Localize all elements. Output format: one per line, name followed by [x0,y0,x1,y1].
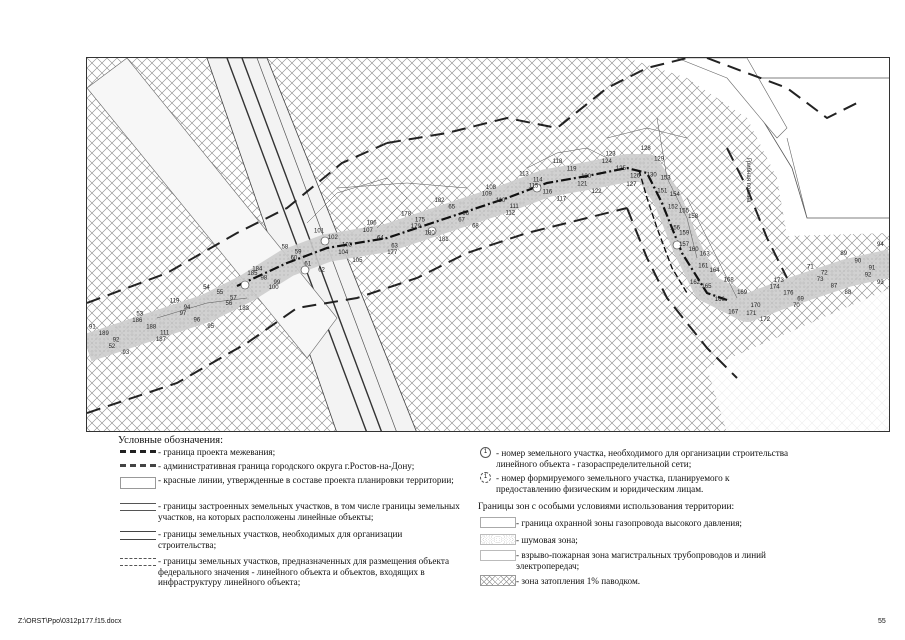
legend-title: Условные обозначения: [118,435,224,446]
parcel-number-label: 117 [556,196,567,203]
parcel-number-label: 170 [750,302,761,309]
parcel-number-label: 94 [183,304,191,311]
parcel-number-label: 103 [342,242,353,249]
parcel-number-label: 125 [615,166,626,173]
parcel-number-label: 104 [338,250,349,257]
parcel-number-label: 114 [533,177,543,184]
parcel-number-label: 94 [877,241,884,248]
parcel-number-label: 152 [667,204,678,211]
parcel-number-label: 187 [155,337,166,343]
parcel-number-label: 115 [528,183,539,190]
parcel-number-label: 182 [434,198,445,205]
legend-zones-title: Границы зон с особыми условиями использования территории: [478,502,735,512]
legend-symbol-gas-guard-zone [480,517,516,528]
parcel-number-label: 171 [746,311,757,317]
parcel-number-label: 107 [362,228,373,234]
parcel-number-label: 100 [268,284,279,291]
parcel-number-label: 177 [387,249,398,256]
parcel-number-label: 70 [793,303,800,309]
parcel-number-label: 91 [89,324,96,331]
parcel-number-label: 153 [660,175,671,182]
parcel-number-label: 121 [577,181,588,188]
parcel-number-label: 111 [509,204,519,211]
parcel-number-label: 157 [679,242,690,249]
parcel-number-label: 65 [448,204,456,211]
parcel-number-label: 175 [415,217,426,224]
parcel-number-label: 91 [868,265,876,272]
map-frame[interactable] [86,57,890,432]
parcel-number-label: 119 [566,166,577,173]
parcel-number-label: 105 [352,257,363,264]
parcel-number-label: 159 [679,230,690,237]
parcel-number-label: 89 [840,251,848,258]
legend-item-fire-zone: - взрыво-пожарная зона магистральных трубопроводов и линий электропередач; [516,550,766,571]
legend-item-project-boundary: - граница проекта межевания; [158,447,276,457]
legend-symbol-red-lines [120,477,156,489]
parcel-number-label: 59 [294,249,302,256]
parcel-number-label: 154 [669,192,680,198]
legend-symbol-construction-parcels [120,531,156,540]
parcel-number-label: 60 [290,255,298,262]
parcel-number-label: 97 [179,311,187,318]
legend-marker-planned-number: 1 [480,472,491,483]
legend-item-red-lines: - красные линии, утвержденные в составе проекта планировки территории; [158,475,454,485]
parcel-number-label: 119 [169,298,180,305]
parcel-number-label: 128 [640,146,651,152]
parcel-number-label: 52 [108,343,116,350]
legend-symbol-fire-zone [480,550,516,561]
parcel-number-label: 178 [401,211,412,218]
legend-symbol-built-parcels [120,503,156,511]
parcel-number-label: 66 [462,210,469,217]
parcel-number-label: 111 [160,330,170,337]
footer-page-number: 55 [878,618,886,625]
legend-symbol-project-boundary [120,450,156,460]
parcel-number-label: 174 [769,284,780,291]
parcel-number-label: 106 [366,220,377,227]
parcel-number-label: 127 [626,182,637,188]
parcel-number-label: 110 [495,197,506,204]
parcel-number-label: 55 [216,290,224,297]
legend-item-gas-guard-zone: - граница охранной зоны газопровода высокого давления; [516,518,742,528]
parcel-number-label: 126 [630,173,641,180]
parcel-number-label: 99 [273,280,281,287]
parcel-number-label: 56 [225,300,233,307]
parcel-number-label: 188 [146,324,157,331]
parcel-number-label: 68 [472,223,479,230]
parcel-number-label: 165 [701,284,712,291]
legend-item-noise-zone: - шумовая зона; [516,535,578,545]
parcel-number-label: 92 [864,272,872,279]
parcel-number-label: 53 [136,311,144,318]
parcel-number-label: 173 [773,278,784,285]
legend-item-planned-number: - номер формируемого земельного участка, планируемого к предоставлению физическим и юридическим лицам. [496,473,730,494]
parcel-number-label: 101 [314,228,325,235]
parcel-number-label: 93 [877,279,884,286]
legend-marker-construction-number: 1 [480,447,491,458]
parcel-number-label: 180 [424,230,435,237]
parcel-number-label: 166 [714,296,725,303]
parcel-number-label: 118 [552,158,563,165]
parcel-number-label: 112 [505,210,516,217]
parcel-number-label: 109 [481,191,492,198]
parcel-number-label: 181 [438,236,449,243]
parcel-number-label: 67 [458,217,465,224]
parcel-number-label: 155 [678,208,689,215]
legend-symbol-federal-parcels [120,558,156,566]
parcel-number-label: 98 [260,275,268,282]
parcel-number-label: 156 [670,225,681,232]
parcel-number-label: 57 [230,295,237,302]
parcel-number-label: 129 [654,156,665,163]
parcel-number-label: 176 [783,290,794,297]
parcel-number-label: 116 [542,189,553,196]
legend-symbol-admin-boundary [120,464,156,474]
legend-symbol-flood-zone [480,575,516,586]
parcel-number-label: 122 [591,189,602,196]
parcel-number-label: 54 [203,284,210,291]
parcel-number-label: 63 [391,243,398,250]
parcel-number-label: 87 [830,283,838,290]
parcel-number-label: 102 [327,234,338,241]
parcel-number-label: 120 [581,174,592,181]
parcel-number-label: 184 [252,266,263,273]
parcel-number-label: 172 [760,317,771,324]
legend-symbol-noise-zone [480,534,516,545]
parcel-number-label: 113 [519,171,529,178]
parcel-number-label: 88 [844,289,852,296]
legend-item-built-parcels: - границы застроенных земельных участков, в том числе границы земельных участков, на которых расположены линейные объекты; [158,501,460,522]
parcel-number-label: 169 [737,290,748,297]
legend-item-federal-parcels: - границы земельных участков, предназначенных для размещения объекта федерального значения - линейного объекта и объектов, входящих в инфраструктуру линейного объекта; [158,556,450,587]
parcel-number-label: 160 [688,247,699,254]
parcel-number-label: 95 [207,323,215,330]
parcel-number-label: 163 [699,251,710,258]
parcel-number-label: 90 [854,258,862,265]
parcel-number-label: 151 [657,188,668,195]
parcel-number-label: 168 [723,277,734,284]
parcel-number-label: 72 [820,270,828,277]
parcel-number-label: 161 [698,263,709,270]
map-canvas[interactable] [87,58,890,432]
parcel-number-label: 61 [304,261,312,268]
parcel-number-label: 96 [193,317,201,324]
parcel-number-label: 73 [816,277,824,284]
parcel-number-label: 189 [98,331,109,338]
parcel-number-label: 58 [281,244,289,251]
parcel-number-label: 183 [238,306,249,313]
parcel-number-label: 62 [318,267,325,274]
parcel-number-label: 185 [247,271,258,277]
parcel-number-label: 69 [797,296,804,303]
parcel-number-label: 130 [646,172,657,179]
parcel-number-label: 64 [377,235,384,242]
parcel-number-label: 162 [690,280,701,286]
legend-item-admin-boundary: - административная граница городского округа г.Ростов-на-Дону; [158,461,415,471]
parcel-number-label: 92 [112,337,120,344]
parcel-number-label: 158 [688,213,699,220]
street-name-label: Грибная поляна [745,158,751,203]
parcel-number-label: 71 [807,264,814,271]
legend-item-construction-parcels: - границы земельных участков, необходимых для организации строительства; [158,529,403,550]
footer-file-path: Z:\ORST\Ppo\0312p177.f15.docx [18,618,122,625]
parcel-number-label: 186 [132,317,143,324]
parcel-number-label: 108 [486,185,497,191]
parcel-number-label: 167 [728,309,739,316]
legend-item-construction-number: - номер земельного участка, необходимого для организации строительства линейного объекта - газораспределительной сети; [496,448,789,469]
legend-item-flood-zone: - зона затопления 1% паводком. [516,576,641,586]
parcel-number-label: 123 [605,151,616,158]
parcel-number-label: 124 [601,158,612,165]
parcel-number-label: 93 [122,350,130,357]
parcel-number-label: 164 [709,267,720,274]
parcel-number-label: 179 [410,224,421,231]
